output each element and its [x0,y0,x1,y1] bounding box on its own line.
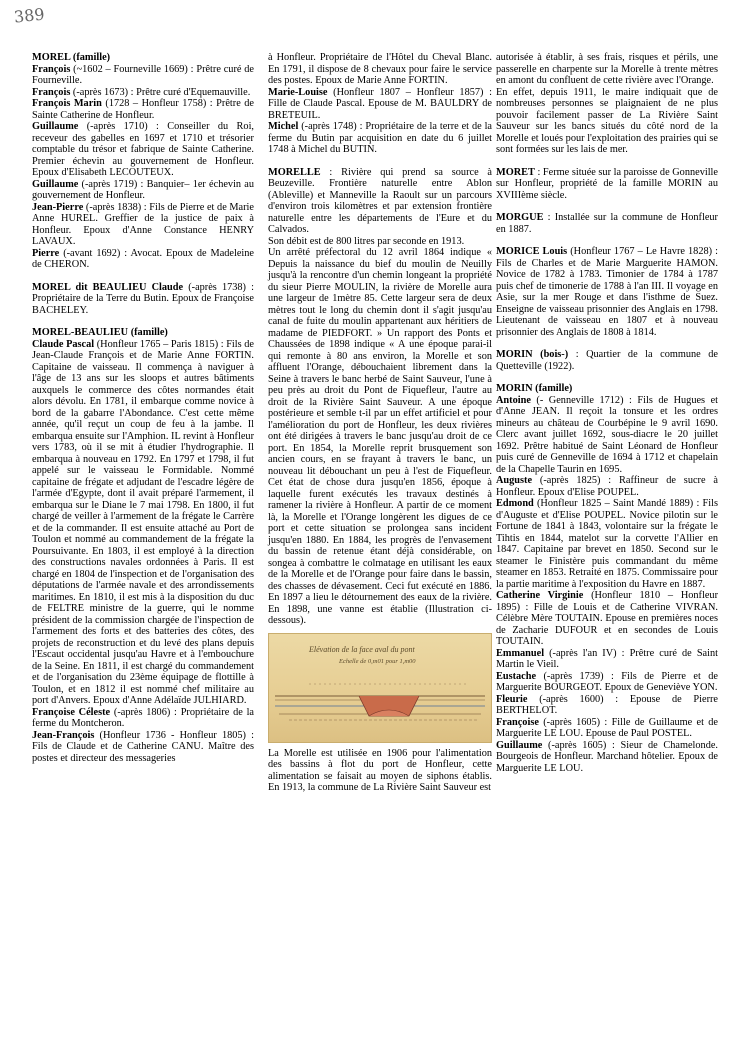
entry-text: (-après 1838) : Fils de Pierre et de Marie Anne HUREL. Greffier de la justice de paix à Honfleur. Epoux d'Anne Constance HENRY LAVAUX. [32,201,254,247]
spacer [32,316,254,327]
heading-text: MOREL-BEAULIEU (famille) [32,327,168,338]
entry-name: Eustache [496,670,537,682]
entry-text: (Honfleur 1807 – Honfleur 1857) : Fille de Claude Pascal. Epouse de M. BAULDRY de BRETEUIL. [268,86,492,121]
entry-text: (-après 1825) : Raffineur de sucre à Honfleur. Epoux d'Elise POUPEL. [496,475,718,498]
entry-text: : Rivière qui prend sa source à Beuzeville. Frontière naturelle entre Ablon (Ableville) et Manneville la Raoult sur un parcours d'environ trois kilomètres et par extension frontière naturelle entre les départements de l'Eure et du Calvados. [268,166,492,235]
spacer [496,201,718,212]
entry-name: MORGUE [496,212,544,223]
entry-name: Antoine [496,394,531,406]
entry [496,212,718,235]
entry-name: Jean-Pierre [32,201,84,213]
entry [496,740,718,775]
entry-text: Un arrêté préfectoral du 12 avril 1864 indique « Depuis la naissance du bief du moulin de Neuilly jusqu'à la rencontre d'un chemin longeant la propriété du sieur Pierre MOULIN, la rivière de Morelle aura une largeur de 1mètre 85. Cette largeur sera de deux mètres tout le long du chemin dont il s'agit jusqu'au canal de fuite du moulin appartenant aux héritiers de madame de PIEDFORT. » Un rapport des Ponts et Chaussées de 1898 indique « A une époque parai-il qui remonte à 80 ans environ, la Morelle et son affluent l'Orange, débouchaient librement dans la Seine à travers le banc herbé de Saint Sauveur, l'une à peu près au droit du Pont de Fiquefleur, l'autre au droit de la Rivière Saint Sauveur. A une époque postérieure et semble t-il par un effet artificiel et pour l'amélioration du port de Honfleur, les deux rivières ont été dirigées à travers le banc jusqu'au droit de ce port. En 1854, la Morelle reprit brusquement son ancien cours, en se frayant à travers le banc, un nouveau lit débouchant un peu à l'est de Fiquefleur. Cet état de chose dura jusqu'en 1856, époque à laquelle furent exécutés les travaux destinés à ramener la rivière à Honfleur. A partir de ce moment là, la Morelle et l'Orange longèrent les digues de ce port et cette situation se prolongea sans incident jusqu'en 1880. En 1884, les progrès de l'envasement du bassin de retenue étant déjà considérable, on songea à combattre le colmatage en utilisant les eaux de la Morelle et de l'Orange pour faire dans le bassin, des chasses de dévasement. Ceci fut exécuté en 1886. En 1897 a lieu le détournement des eaux de la rivière. En 1898, une vanne est établie (Illustration ci-dessous). [268,247,492,626]
entry-name: MORIN (bois-) [496,349,569,360]
entry-name: François [32,86,71,98]
page-number: 389 [13,4,46,27]
entry [496,87,718,156]
entry [268,236,492,248]
entry [32,121,254,179]
entry [32,98,254,121]
illustration-caption: Elévation de la face aval du pont [309,644,415,654]
heading-text: MOREL (famille) [32,52,111,63]
entry-name: Françoise Céleste [32,706,111,718]
entry [496,246,718,338]
entry-text: Son débit est de 800 litres par seconde en 1913. [268,235,465,247]
entry-text: : Quartier de la commune de Quetteville (1922). [496,349,718,372]
heading-text: MORIN (famille) [496,383,573,394]
entry-name: Françoise [496,716,539,728]
entry-text: En effet, depuis 1911, le maire indiquait que de nombreuses personnes se plaignaient de ne plus pouvoir facilement passer de La Rivière Saint Sauveur sur les bancs situés du côté nord de la Morelle et loués pour l'exploitation des prairies qui se sont formées sur les lais de mer. [496,86,718,155]
entry [32,202,254,248]
column-1 [32,52,254,764]
entry-name: Marie-Louise [268,86,328,98]
entry-text: à Honfleur. Propriétaire de l'Hôtel du Cheval Blanc. En 1791, il dispose de 8 chevaux pour faire le service des postes. Epoux de Marie Anne FORTIN. [268,52,492,86]
entry [268,247,492,627]
entry [268,121,492,156]
entry-name: Pierre [32,247,60,259]
entry [496,717,718,740]
entry [496,475,718,498]
entry [32,179,254,202]
entry [32,730,254,765]
entry [496,349,718,372]
entry [496,671,718,694]
entry-name: Guillaume [32,121,79,132]
section-heading [32,327,254,339]
entry-text: : Ferme située sur la paroisse de Gonneville sur Honfleur, propriété de la famille MORIN au XVIIIème siècle. [496,166,718,201]
entry-name: MORICE Louis [496,246,568,257]
entry [268,87,492,122]
entry-name: François Marin [32,98,102,109]
entry-text: (-après 1600) : Epouse de Pierre BERTHELOT. [496,693,718,716]
spacer [496,235,718,246]
entry [496,590,718,648]
spacer [32,271,254,282]
entry-name: Fleurie [496,693,528,705]
entry-name: Edmond [496,498,534,509]
entry-text: (Honfleur 1825 – Saint Mandé 1889) : Fils d'Auguste et d'Elise POUPEL. Novice pilotin sur le Fortune de 1841 à 1843, volontaire sur la frégate le Tihtis en 1844, matelot sur la corvette l'Allier en 1847. Capitaine par brevet en 1850. Second sur le steamer le Finistère puis commandant du même steamer en 1853. Retraité en 1875. Commissaire pour la partie maritime à l'exposition du Havre en 1887. [496,498,718,590]
entry-name: MORELLE [268,166,321,178]
entry-name: Michel [268,121,299,132]
entry-text: (-après 1719) : Banquier– 1er échevin au gouvernement de Honfleur. [32,178,254,201]
entry-text: (-après 1748) : Propriétaire de la terre et de la ferme du Butin par acquisition en date du 6 juillet 1748 à Michel du BUTIN. [268,121,492,155]
entry-text: (-après 1806) : Propriétaire de la ferme du Montcheron. [32,706,254,729]
entry-text: (-après 1710) : Conseiller du Roi, receveur des gabelles en 1697 et 1710 et trésorier comptable du trésor et fabrique de Sainte Catherine. Premier échevin au gouvernement de Honfleur. Epoux d'Elisabeth LECOUTEUX. [32,121,254,178]
entry [32,248,254,271]
entry-text: (1728 – Honfleur 1758) : Prêtre de Sainte Catherine de Honfleur. [32,98,255,121]
entry [268,167,492,236]
illustration-scale: Echelle de 0,m01 pour 1,m00 [339,657,416,665]
spacer [268,156,492,167]
entry [32,339,254,707]
entry-text: : Installée sur la commune de Honfleur en 1887. [496,212,718,235]
entry-name: Guillaume [496,739,543,751]
entry-name: Catherine Virginie [496,590,584,601]
entry-text: (- Genneville 1712) : Fils de Hugues et d'Anne JEAN. Il reçoit la tonsure et les ordres mineurs au château de Courbépine le 9 avril 1690. Clerc avant juillet 1692, sous-diacre le 20 juillet 1692. Prêtre habitué de Saint Léonard de Honfleur puis curé de Genneville de 1694 à 1712 et chapelain de la Chapelle Taurin en 1695. [496,394,718,475]
entry-text: (-après 1605) : Fille de Guillaume et de Marguerite LE LOU. Epouse de Paul POSTEL. [496,716,718,739]
entry-text: (-après 1738) : Propriétaire de la Terre du Butin. Epoux de Françoise BACHELEY. [32,281,254,316]
entry-name: Emmanuel [496,647,545,659]
entry [496,694,718,717]
entry [496,52,718,87]
entry [496,498,718,590]
entry-text: (Honfleur 1767 – Le Havre 1828) : Fils de Charles et de Marie Marguerite HAMON. Novice de 1782 à 1783. Timonier de 1784 à 1787 puis chef de timonerie de 1788 à l'an III. Il voyage en Asie, sur la mer Rouge et dans l'isthme de Suez. Enseigne de vaisseau prisonnier des Anglais en 1798. Lieutenant de vaisseau en 1807 et à nouveau prisonnier des Anglais de 1808 à 1814. [496,246,718,338]
entry [32,282,254,317]
entry-name: Guillaume [32,178,79,190]
section-heading [496,383,718,395]
entry [32,707,254,730]
entry-text: (-après 1673) : Prêtre curé d'Equemauville. [70,86,251,98]
spacer [496,338,718,349]
entry-text: La Morelle est utilisée en 1906 pour l'alimentation des bassins à flot du port de Honfleur, cette alimentation se faisait au moyen de siphons établis. En 1913, la commune de La Rivière Saint Sauveur est [268,747,492,793]
entry-name: MOREL dit BEAULIEU Claude [32,281,184,293]
entry [496,395,718,476]
entry [496,648,718,671]
sluice-gate-illustration [268,633,492,743]
entry [32,64,254,87]
spacer [496,156,718,167]
entry [32,87,254,99]
entry-name: Auguste [496,475,533,486]
entry-name: MORET [496,166,535,178]
entry-text: (-après 1739) : Fils de Pierre et de Marguerite BOURGEOT. Epoux de Geneviève YON. [496,670,718,693]
entry-text: (~1602 – Fourneville 1669) : Prêtre curé de Fourneville. [32,63,254,86]
entry-name: Jean-François [32,729,95,741]
spacer [496,372,718,383]
entry-name: Claude Pascal [32,338,95,350]
entry-text: autorisée à établir, à ses frais, risques et périls, une passerelle en charpente sur la Morelle à trente mètres en amont du confluent de cette rivière avec l'Orange. [496,52,718,86]
column-3 [496,52,718,774]
entry [268,748,492,794]
entry [268,52,492,87]
entry-text: (-après 1605) : Sieur de Chamelonde. Bourgeois de Honfleur. Marchand hôtelier. Epoux de Marguerite LE LOU. [496,739,718,774]
entry-name: François [32,63,71,75]
entry-text: (Honfleur 1810 – Honfleur 1895) : Fille de Louis et de Catherine VIVRAN. Célèbre Mère TOUTAIN. Epouse en premières noces de Zacharie DUFOUR et en secondes de Louis TOUTAIN. [496,590,718,647]
entry [496,167,718,202]
column-2 [268,52,492,794]
entry-text: (-avant 1692) : Avocat. Epoux de Madeleine de CHERON. [32,247,254,270]
entry-text: (Honfleur 1765 – Paris 1815) : Fils de Jean-Claude François et de Marie Anne FORTIN. Capitaine de vaisseau. Il commença à naviguer à l'âge de 13 ans sur les sloops et autres bâtiments auxquels le commerce des côtes normandes était alors dévolu. En 1781, il embarque comme novice à bord de la gabarre l'Abondance. C'est cette même année, qu'il reçut un coup de feu à la jambe. Il embarqua ensuite sur l'Amphion. IL revint à Honfleur vers 1783, où il se mit à étudier l'hydrographie. Il embarqua à nouveau en 1792. En 1797 et 1798, il fut appelé sur le vaisseau le Formidable. Nommé capitaine de frégate et adjudant de l'escadre légère de l'armée d'Egypte, dont il avait préparé l'armement, il embarqua sur le Diane le 7 mai 1798. En 1800, il fut chargé de veiller à l'armement de la frégate le Carrère et de la commander. Il est ensuite attaché au Port de Toulon et nommé au commandement de la frégate la Poursuivante. En 1803, il est employé à la direction des constructions navales ordonnées à Paris. Il est chargé en 1804 de l'inspection et de l'organisation des députations de l'armée navale et des arrondissements maritimes. En 1810, il est mis à la disposition du duc de FELTRE ministre de la guerre, qui le nomme président de la commission chargée de l'inspection de l'armement des forts et des batteries des côtes, des projets de reconstruction et du levé des plans depuis l'Escaut occidental jusqu'au Havre et à l'embouchure de la Seine. En 1811, il est chargé du commandement et de l'organisation du 23ème équipage de flottille à Toulon, et en 1812 il est nommé chef militaire au port d'Anvers. Epoux d'Anne Adélaïde JULHIARD. [32,338,254,706]
entry-text: (Honfleur 1736 - Honfleur 1805) : Fils de Claude et de Catherine CANU. Maître des postes et directeur des messageries [32,729,254,764]
entry-text: (-après l'an IV) : Prêtre curé de Saint Martin le Vieil. [496,647,718,670]
section-heading [32,52,254,64]
